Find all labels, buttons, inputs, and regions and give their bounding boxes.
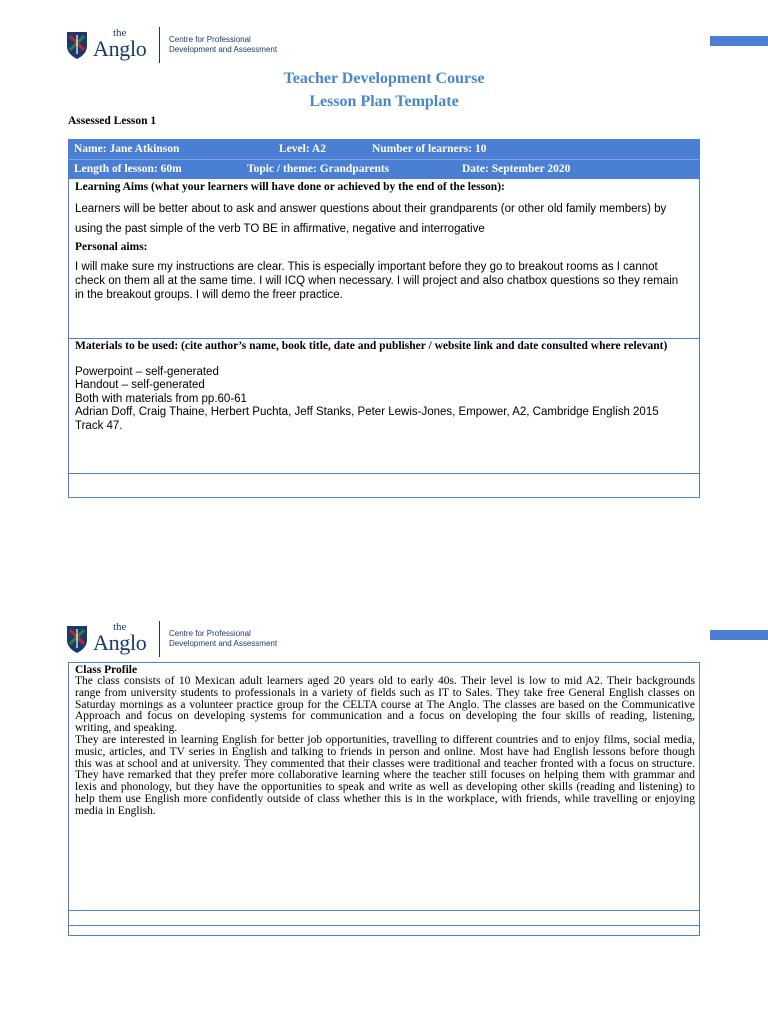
learning-aims-line: using the past simple of the verb TO BE in affirmative, negative and interrogative xyxy=(75,223,485,235)
logo-the: the xyxy=(113,27,127,39)
centre-line-2: Development and Assessment xyxy=(169,639,278,648)
lesson-plan-table xyxy=(68,139,700,498)
materials-line: Powerpoint – self-generated xyxy=(75,366,219,378)
personal-aims-line: check on them all at the same time. I will ICQ when necessary. I will project and also chatbox questions so they remain xyxy=(75,275,679,287)
materials-line: Handout – self-generated xyxy=(75,379,205,392)
materials-line: Adrian Doff, Craig Thaine, Herbert Puchta, Jeff Stanks, Peter Lewis-Jones, Empower, A2, Cambridge English 2015 xyxy=(75,406,659,419)
logo-name: Anglo xyxy=(93,630,147,655)
lesson-date: Date: September 2020 xyxy=(462,163,571,175)
number-of-learners: Number of learners: 10 xyxy=(372,143,487,155)
personal-aims-text xyxy=(75,260,695,302)
logo-divider xyxy=(159,27,160,63)
class-profile-line: music, articles, and TV series in English and talking to friends in person and online. Most have had English lessons before though xyxy=(75,745,695,758)
class-profile-line: help them use English more confidently outside of class whether this is in the workplace, with friends, while travelling or enjoying xyxy=(75,792,695,805)
class-profile-label: Class Profile xyxy=(75,664,138,676)
personal-aims-label: Personal aims: xyxy=(75,241,148,253)
materials-text xyxy=(75,366,695,433)
page-tab-marker xyxy=(710,36,768,46)
teacher-name: Name: Jane Atkinson xyxy=(74,143,180,155)
lesson-info-row-1 xyxy=(69,140,699,159)
logo-wordmark xyxy=(93,622,151,656)
class-profile-line: range from university students to professionals in a variety of fields such as IT to Sales. They take free General English classes on xyxy=(75,686,695,699)
class-profile-line: media in English. xyxy=(75,804,156,817)
class-profile-line: Approach and focus on developing systems for communication and a focus on developing the four skills of reading, listening, xyxy=(75,710,695,723)
logo-name: Anglo xyxy=(93,36,147,61)
class-profile-line: Saturday mornings as a volunteer practice group for the CELTA course at The Anglo. The classes are based on the Communicative xyxy=(75,698,695,711)
level: Level: A2 xyxy=(279,143,326,155)
centre-name xyxy=(169,35,277,55)
assessed-lesson-label: Assessed Lesson 1 xyxy=(68,115,157,127)
materials-line: Track 47. xyxy=(75,419,123,432)
personal-aims-line: in the breakout groups. I will demo the freer practice. xyxy=(75,289,343,301)
logo-divider xyxy=(159,621,160,657)
anglo-logo xyxy=(66,621,277,657)
class-profile-line: writing, and speaking. xyxy=(75,722,178,735)
anglo-logo xyxy=(66,27,277,63)
class-profile-line: this was at school and at university. They commented that their classes were traditional and teacher fronted with a focus on structure. xyxy=(75,757,695,770)
lesson-length: Length of lesson: 60m xyxy=(74,163,182,175)
logo-the: the xyxy=(113,621,127,633)
personal-aims-line: I will make sure my instructions are clear. This is especially important before they go to breakout rooms as I cannot xyxy=(75,261,658,273)
class-profile-line: They have remarked that they prefer more collaborative learning where the teacher still focuses on helping them with grammar and xyxy=(75,769,695,782)
materials-line: Both with materials from pp.60-61 xyxy=(75,392,247,405)
class-profile-line: They are interested in learning English for better job opportunities, travelling to different countries and to enjoy films, social media, xyxy=(75,733,695,746)
centre-line-1: Centre for Professional xyxy=(169,629,251,638)
learning-aims-label: Learning Aims (what your learners will have done or achieved by the end of the lesson): xyxy=(75,181,505,193)
class-profile-line: The class consists of 10 Mexican adult learners aged 20 years old to early 40s. Their level is low to mid A2. Their backgrounds xyxy=(75,675,695,687)
template-title: Lesson Plan Template xyxy=(309,93,459,110)
centre-line-2: Development and Assessment xyxy=(169,45,278,54)
centre-line-1: Centre for Professional xyxy=(169,35,251,44)
centre-name xyxy=(169,629,277,649)
learning-aims-line: Learners will be better about to ask and answer questions about their grandparents (or other old family members) by xyxy=(75,203,667,215)
shield-crest-icon xyxy=(66,624,88,654)
materials-label: Materials to be used: (cite author’s name, book title, date and publisher / website link and date consulted where relevant) xyxy=(75,340,668,352)
class-profile-line: lexis and phonology, but they have the opportunities to speak and write as well as developing other skills (reading and listening) to xyxy=(75,781,695,794)
topic-theme: Topic / theme: Grandparents xyxy=(247,163,390,175)
class-profile-table xyxy=(68,662,700,936)
shield-crest-icon xyxy=(66,30,88,60)
logo-wordmark xyxy=(93,28,151,62)
page-tab-marker xyxy=(710,630,768,640)
course-title: Teacher Development Course xyxy=(283,70,485,87)
class-profile-text xyxy=(75,676,695,818)
learning-aims-text xyxy=(75,199,695,239)
lesson-info-row-2 xyxy=(69,160,699,179)
